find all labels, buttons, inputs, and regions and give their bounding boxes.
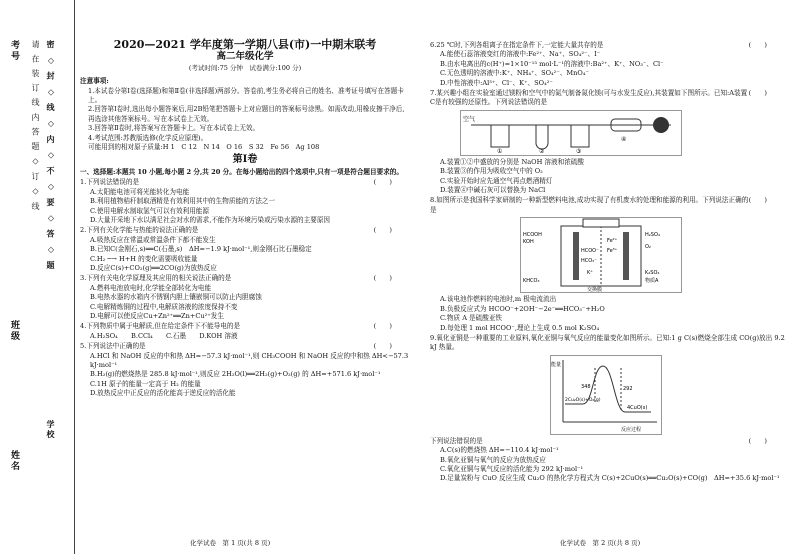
binding-strip	[0, 0, 75, 554]
figure-label: 4CuO(s)	[627, 404, 648, 411]
question-option: D.大量开采地下水以满足社会对水的需求,不能作为环境污染或污染水源的主要原因	[90, 215, 331, 224]
questions-right	[430, 41, 785, 484]
question-text: 4.下列物质中属于电解质,但在给定条件下不能导电的是	[80, 322, 241, 331]
question-option: B.已知C(金刚石,s)══C(石墨,s) ΔH=−1.9 kJ·mol⁻¹,则金刚石比石墨稳定	[90, 245, 312, 254]
question-option: B.H₂(g)的燃烧热是 285.8 kJ·mol⁻¹,则反应 2H₂O(l)══2H₂(g)+O₂(g) 的 ΔH=+571.6 kJ·mol⁻¹	[90, 370, 381, 379]
answer-paren: ( )	[748, 89, 767, 98]
figure-label: KOH	[523, 239, 534, 246]
exam-meta: (考试时间:75 分钟 试卷满分:100 分)	[188, 63, 302, 72]
seal-line-text: 密 ◇ 封 ◇ 线 ◇ 内 ◇ 不 ◇ 要 ◇ 答 ◇ 题	[46, 40, 56, 271]
answer-paren: ( )	[748, 41, 767, 49]
figure-label: 物质A	[645, 278, 659, 285]
answer-paren: ( )	[373, 274, 392, 283]
figure-label: 反应过程	[621, 426, 642, 433]
question-stem	[430, 89, 785, 108]
exam-title: 2020—2021 学年度第一学期八县(市)一中期末联考	[113, 38, 377, 51]
figure-label: O₂	[645, 244, 651, 251]
exam-no-label: 考号	[9, 40, 19, 62]
figure-label: 能量	[551, 361, 562, 368]
question-option: B.由水电离出的c(H⁺)=1×10⁻¹³ mol·L⁻¹的溶液中:Ba²⁺、K⁺、NO₃⁻、Cl⁻	[440, 59, 664, 68]
question-stem	[80, 322, 410, 331]
question-option: D.足量炭粉与 CuO 反应生成 Cu₂O 的热化学方程式为 C(s)+2CuO(s)══Cu₂O(s)+CO(g) ΔH=+35.6 kJ·mol⁻¹	[440, 474, 780, 483]
question-option: D.放热反应中正反应的活化能高于逆反应的活化能	[90, 389, 236, 398]
apparatus-figure	[460, 110, 682, 156]
class-label: 班级	[9, 320, 19, 342]
question-option: D.电解可以使反应Cu+Zn²⁺══Zn+Cu²⁺发生	[90, 311, 224, 320]
figure-label: 空气	[463, 115, 476, 123]
figure-label: 348	[581, 383, 591, 390]
question-option: A.吸热反应在常温或常温条件下都不能发生	[90, 235, 216, 244]
figure-label: ④	[621, 135, 627, 143]
question-text: 2.下列有关化学能与热能的说法正确的是	[80, 226, 199, 235]
footer-left: 化学试卷 第 1 页(共 8 页)	[190, 539, 271, 547]
left-column	[80, 40, 410, 399]
question-stem	[430, 437, 785, 446]
question-stem	[430, 196, 785, 215]
question-option: C.电解精炼铜的过程中,电解质溶液的浓度保持不变	[90, 302, 238, 311]
figure-label: KHCO₃	[523, 278, 540, 285]
figure-label: 交换膜	[587, 287, 603, 293]
answer-paren: ( )	[373, 322, 392, 331]
question-option: B.负极反应式为 HCOO⁻+2OH⁻−2e⁻══HCO₃⁻+H₂O	[440, 304, 605, 313]
section-title: 第Ⅰ卷	[232, 154, 258, 166]
question-text: 8.如图所示是我国科学家研制的一种新型燃料电池,成功实现了有机废水的处理和能源的利用。下列说法正确的是	[430, 196, 749, 214]
figure-label: 292	[623, 385, 633, 392]
energy-diagram-figure	[550, 355, 662, 435]
figure-label: ②	[539, 147, 545, 155]
figure-label: HCOO⁻	[581, 248, 599, 255]
figure-label: Fe²⁺	[607, 238, 618, 245]
question-option: B.电热水器的水箱内不锈钢内胆上镶嵌铜可以防止内胆腐蚀	[90, 293, 262, 302]
question-stem	[80, 274, 410, 283]
question-option: C.H₂ ─→ H+H 的变化需要吸收能量	[90, 254, 198, 263]
figure-label: H₂SO₄	[645, 232, 660, 239]
notes-item: 3.回答第Ⅱ卷时,将答案写在答题卡上。写在本试卷上无效。	[88, 124, 260, 133]
notes-item: 1.本试卷分第Ⅰ卷(选择题)和第Ⅱ卷(非选择题)两部分。答卷前,考生务必将自己的姓名、准考证号填写在答题卡上。	[88, 86, 404, 105]
question-stem	[80, 342, 410, 351]
question-option: C.无色透明的溶液中:K⁺、NH₄⁺、SO₄²⁻、MnO₄⁻	[440, 69, 589, 78]
notes-heading: 注意事项:	[80, 77, 109, 86]
figure-label: K₂SO₄	[645, 270, 660, 277]
questions-left	[80, 178, 410, 398]
question-stem	[430, 334, 785, 353]
figure-label: Fe³⁺	[607, 248, 618, 255]
question-option: C.氧化亚铜与氧气反应的活化能为 292 kJ·mol⁻¹	[440, 464, 584, 473]
figure-label: K⁺	[587, 270, 593, 277]
question-option: A.H₂SO₄ B.CCl₄ C.石墨 D.KOH 溶液	[90, 331, 238, 340]
question-option: D.每处理 1 mol HCOO⁻,理论上生成 0.5 mol K₂SO₄	[440, 323, 600, 332]
school-label: 学校	[46, 420, 56, 440]
figure-label: HCOOH	[523, 232, 542, 239]
question-option: B.利用植物秸秆制取酒精是有效利用其中的生物质能的方法之一	[90, 197, 275, 206]
footer-right: 化学试卷 第 2 页(共 8 页)	[560, 539, 641, 547]
question-option: A.装置①②中盛放的分别是 NaOH 溶液和浓硫酸	[440, 157, 584, 166]
figure-label: ③	[576, 147, 582, 155]
answer-paren: ( )	[748, 436, 767, 445]
question-option: A.能使石蕊溶液变红的溶液中:Fe²⁺、Na⁺、SO₄²⁻、I⁻	[440, 50, 601, 59]
answer-paren: ( )	[373, 226, 392, 235]
question-option: A.太阳能电池可将光能转化为电能	[90, 187, 190, 196]
question-option: A.该电池作燃料的电池时,m 极电流流出	[440, 295, 557, 304]
question-text: 3.下列有关电化学原理及其应用的相关说法正确的是	[80, 274, 232, 283]
question-option: A.C(s)的燃烧热 ΔH=−110.4 kJ·mol⁻¹	[440, 446, 559, 455]
fuel-cell-figure	[520, 217, 682, 293]
section-intro: 一、选择题:本题共 10 小题,每小题 2 分,共 20 分。在每小题给出的四个选项中,只有一项是符合题目要求的。	[80, 167, 403, 176]
question-option: D.装置④中碱石灰可以替换为 NaCl	[440, 186, 546, 195]
question-option: D.反应C(s)+CO₂(g)══2CO(g)为放热反应	[90, 263, 217, 272]
figure-label: ①	[497, 147, 503, 155]
name-label: 姓名	[9, 450, 19, 472]
question-text: 6.25 ℃时,下列各组离子在指定条件下,一定能大量共存的是	[430, 41, 604, 49]
question-option: C.物质 A 是硫酸亚铁	[440, 314, 503, 323]
question-option: C.1H 原子的能量一定高于 H₂ 的能量	[90, 379, 201, 388]
question-option: C.使用电解水制取氢气可以有效利用能源	[90, 206, 209, 215]
answer-paren: ( )	[373, 178, 392, 187]
question-option: C.实验开始时应先通空气再点燃酒精灯	[440, 176, 553, 185]
question-text: 9.氧化亚铜是一种重要的工业原料,氧化亚铜与氧气反应的能量变化如图所示。已知:1 g C(s)燃烧全部生成 CO(g)放出 9.2 kJ 热量。	[430, 333, 785, 352]
question-option: A.HCl 和 NaOH 反应的中和热 ΔH=−57.3 kJ·mol⁻¹,则 CH₃COOH 和 NaOH 反应的中和热 ΔH<−57.3 kJ·mol⁻¹	[90, 351, 409, 369]
question-stem	[80, 178, 410, 187]
notes-item: 2.回答第Ⅰ卷时,选出每小题答案后,用2B铅笔把答题卡上对应题目的答案标号涂黑。如需改动,用橡皮擦干净后,再选涂其他答案标号。写在本试卷上无效。	[88, 105, 405, 123]
answer-paren: ( )	[373, 342, 392, 351]
exam-subtitle: 高二年级化学	[216, 51, 274, 63]
question-option: B.氧化亚铜与氧气的反应为放热反应	[440, 455, 546, 464]
right-column	[430, 40, 785, 484]
notes-item: 可能用到的相对原子质量:H 1 C 12 N 14 O 16 S 32 Fe 56 Ag 108	[88, 143, 320, 152]
question-option: B.装置③的作用为吸收空气中的 O₂	[440, 167, 543, 176]
figure-label: HCO₃⁻	[581, 258, 597, 265]
notes-item: 4.考试范围:苏教版选修(化学反应原理)。	[88, 133, 208, 142]
question-text: 下列说法错误的是	[430, 436, 483, 445]
binding-right-strip: 请 在 装 订 线 内 答 题 ◇ 订 ◇ 线	[31, 40, 40, 212]
question-stem	[80, 226, 410, 235]
question-text: 7.某兴趣小组在实验室通过镁粉和空气中的氮气制备氮化镁(可与水发生反应),其装置如下图所示。已知:A装置C是有较强的还原性。下列说法错误的是	[430, 89, 748, 107]
question-option: A.燃料电池放电时,化学能全部转化为电能	[90, 283, 212, 292]
question-stem	[430, 41, 785, 50]
question-option: D.中性溶液中:Al³⁺、Cl⁻、K⁺、SO₄²⁻	[440, 78, 553, 87]
question-text: 5.下列说法中正确的是	[80, 342, 146, 351]
figure-label: 2Cu₂O(s)+O₂(g)	[565, 397, 601, 403]
question-text: 1.下列说法错误的是	[80, 178, 140, 187]
answer-paren: ( )	[748, 196, 767, 205]
